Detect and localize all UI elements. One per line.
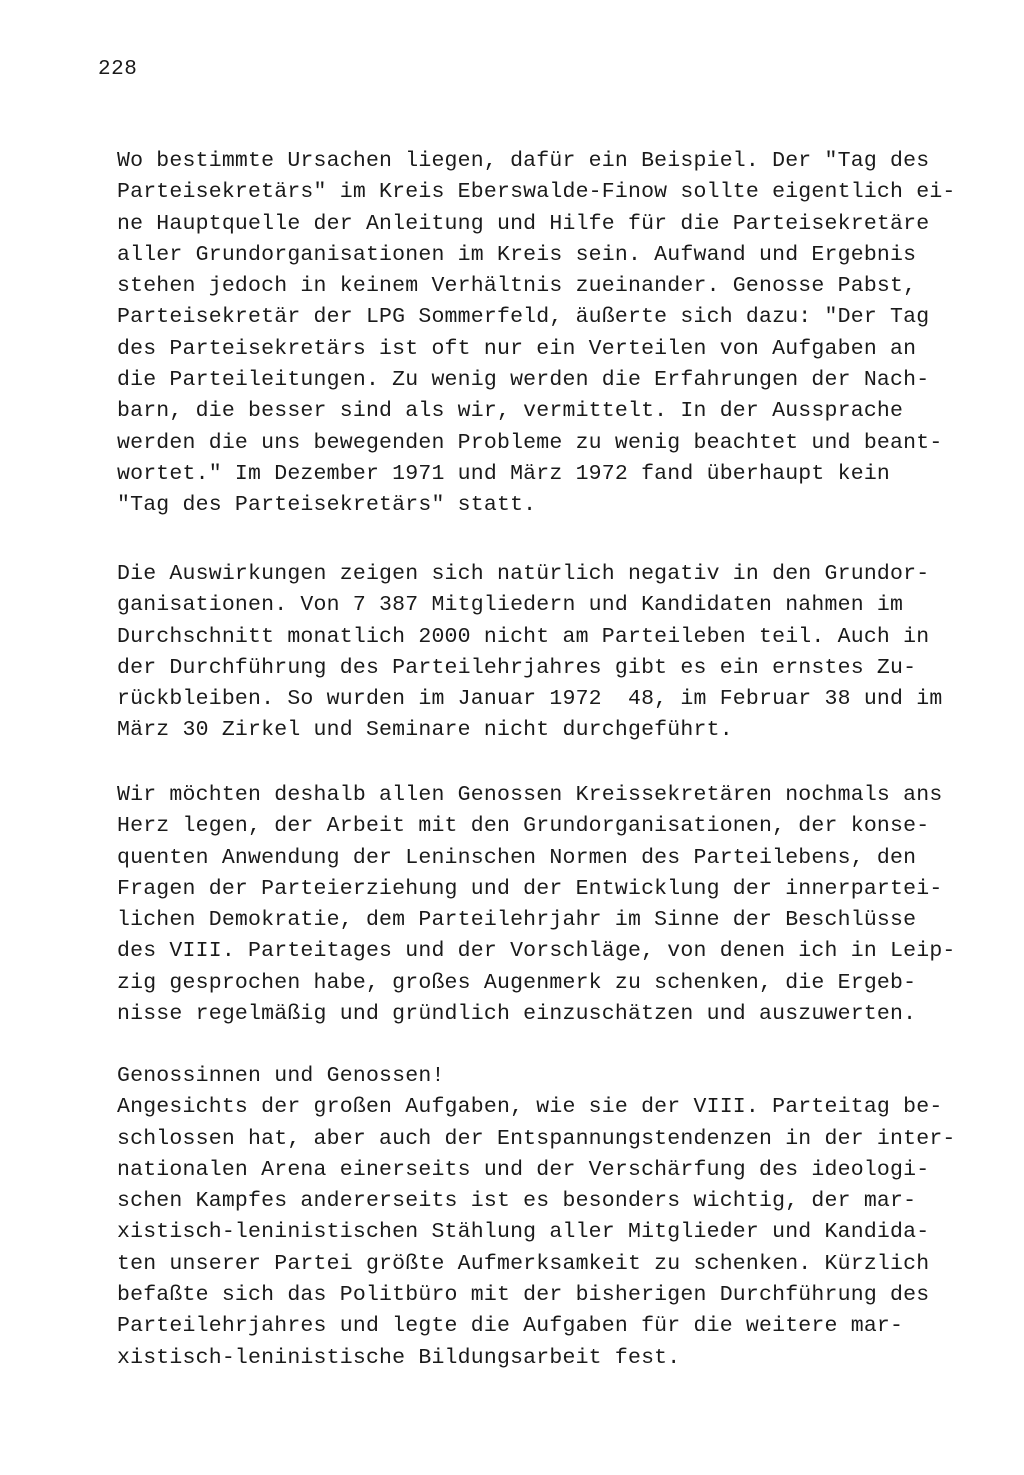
text-line: lichen Demokratie, dem Parteilehrjahr im Sinne der Beschlüsse	[117, 908, 917, 933]
text-line: Parteisekretärs" im Kreis Eberswalde-Finow sollte eigentlich ei-	[117, 180, 956, 205]
text-line: wortet." Im Dezember 1971 und März 1972 fand überhaupt kein	[117, 461, 891, 486]
text-line: der Durchführung des Parteilehrjahres gibt es ein ernstes Zu-	[117, 655, 917, 680]
text-line: Fragen der Parteierziehung und der Entwicklung der innerpartei-	[117, 876, 943, 901]
text-line: werden die uns bewegenden Probleme zu wenig beachtet und beant-	[117, 430, 943, 455]
text-line: ganisationen. Von 7 387 Mitgliedern und Kandidaten nahmen im	[117, 593, 904, 618]
text-line: zig gesprochen habe, großes Augenmerk zu schenken, die Ergeb-	[117, 970, 917, 995]
text-line: Wir möchten deshalb allen Genossen Kreissekretären nochmals ans	[117, 783, 943, 807]
text-line: aller Grundorganisationen im Kreis sein. Aufwand und Ergebnis	[117, 242, 917, 267]
text-line: März 30 Zirkel und Seminare nicht durchgeführt.	[117, 718, 733, 743]
text-line: des VIII. Parteitages und der Vorschläge, von denen ich in Leip-	[117, 939, 956, 964]
page-number: 228	[98, 58, 138, 81]
text-line: "Tag des Parteisekretärs" statt.	[117, 493, 537, 518]
text-line: xistisch-leninistischen Stählung aller Mitglieder und Kandida-	[117, 1220, 930, 1245]
text-line: quenten Anwendung der Leninschen Normen des Parteilebens, den	[117, 845, 917, 870]
text-line: befaßte sich das Politbüro mit der bisherigen Durchführung des	[117, 1283, 930, 1308]
paragraph-3	[117, 780, 956, 1030]
paragraph-4	[117, 1061, 956, 1374]
text-line: Parteisekretär der LPG Sommerfeld, äußerte sich dazu: "Der Tag	[117, 305, 930, 330]
text-line: Parteilehrjahres und legte die Aufgaben für die weitere mar-	[117, 1314, 904, 1339]
text-line: Genossinnen und Genossen!	[117, 1064, 445, 1088]
text-line: ten unserer Partei größte Aufmerksamkeit zu schenken. Kürzlich	[117, 1251, 930, 1276]
text-line: des Parteisekretärs ist oft nur ein Verteilen von Aufgaben an	[117, 336, 917, 361]
text-line: nisse regelmäßig und gründlich einzuschätzen und auszuwerten.	[117, 1002, 917, 1027]
text-line: barn, die besser sind als wir, vermittelt. In der Aussprache	[117, 399, 904, 424]
text-line: rückbleiben. So wurden im Januar 1972 48, im Februar 38 und im	[117, 687, 943, 712]
text-line: stehen jedoch in keinem Verhältnis zueinander. Genosse Pabst,	[117, 274, 917, 299]
text-line: schen Kampfes andererseits ist es besonders wichtig, der mar-	[117, 1189, 917, 1214]
text-line: Angesichts der großen Aufgaben, wie sie der VIII. Parteitag be-	[117, 1095, 943, 1120]
text-line: die Parteileitungen. Zu wenig werden die Erfahrungen der Nach-	[117, 368, 930, 393]
text-line: ne Hauptquelle der Anleitung und Hilfe für die Parteisekretäre	[117, 211, 930, 236]
text-line: Die Auswirkungen zeigen sich natürlich negativ in den Grundor-	[117, 562, 930, 586]
text-line: schlossen hat, aber auch der Entspannungstendenzen in der inter-	[117, 1126, 956, 1151]
paragraph-2	[117, 559, 947, 747]
text-line: nationalen Arena einerseits und der Verschärfung des ideologi-	[117, 1157, 930, 1182]
text-line: Wo bestimmte Ursachen liegen, dafür ein Beispiel. Der "Tag des	[117, 149, 930, 173]
text-line: Herz legen, der Arbeit mit den Grundorganisationen, der konse-	[117, 814, 930, 839]
text-line: Durchschnitt monatlich 2000 nicht am Parteileben teil. Auch in	[117, 624, 930, 649]
paragraph-1	[117, 146, 956, 522]
text-line: xistisch-leninistische Bildungsarbeit fest.	[117, 1345, 681, 1370]
